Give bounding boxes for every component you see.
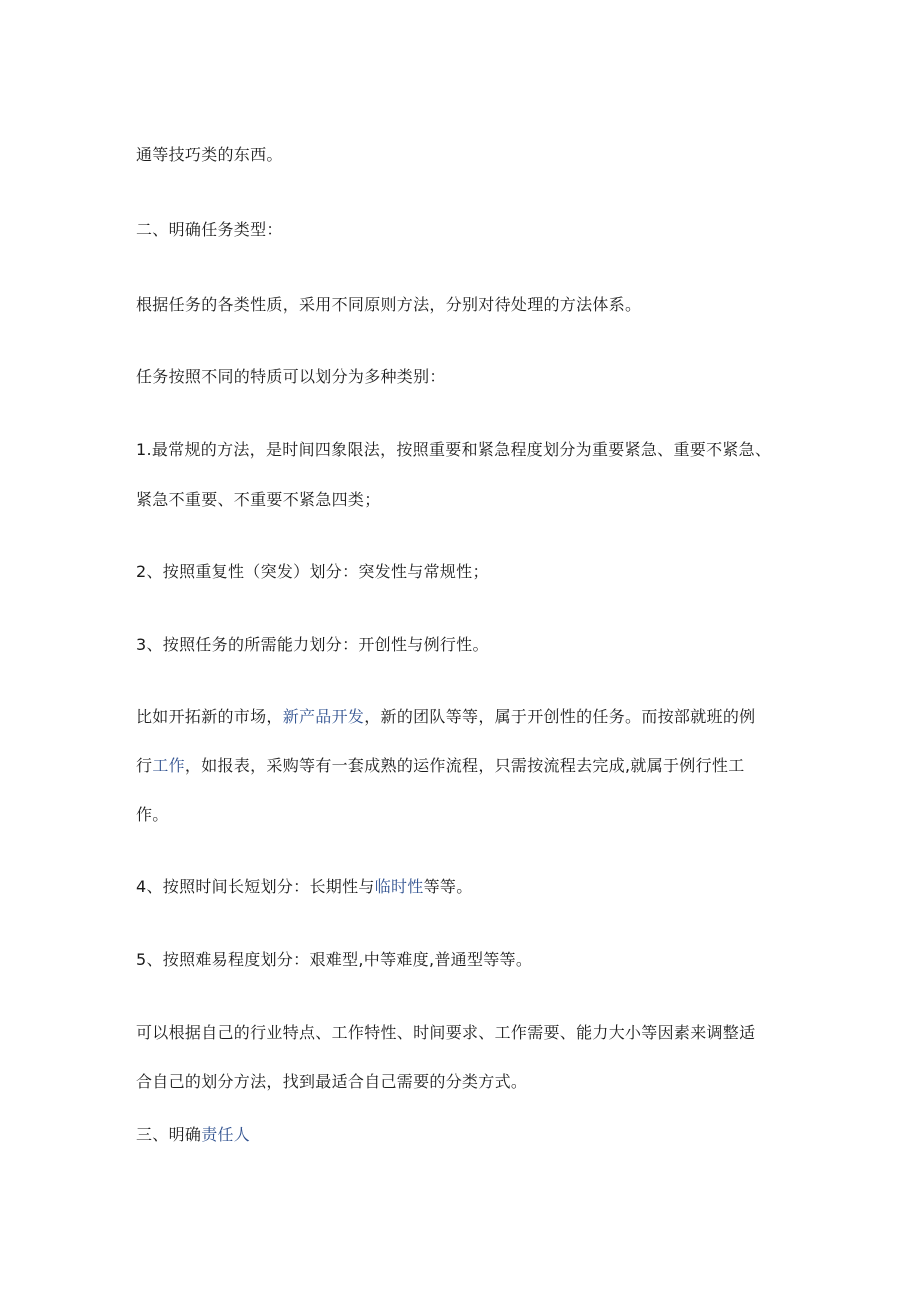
item4-text: 等等。 bbox=[423, 877, 473, 896]
example-paragraph-line-2 bbox=[136, 756, 745, 776]
list-item-1-line-1: 1.最常规的方法，是时间四象限法，按照重要和紧急程度划分为重要紧急、重要不紧急、 bbox=[136, 440, 772, 459]
section-heading-3 bbox=[136, 1125, 250, 1145]
list-item-4 bbox=[136, 877, 473, 897]
section-heading-2: 二、明确任务类型： bbox=[136, 220, 283, 239]
link-work[interactable]: 工作 bbox=[152, 756, 185, 775]
summary-paragraph-line-2: 合自己的划分方法，找到最适合自己需要的分类方式。 bbox=[136, 1072, 528, 1091]
summary-paragraph-line-1: 可以根据自己的行业特点、工作特性、时间要求、工作需要、能力大小等因素来调整适 bbox=[136, 1023, 756, 1042]
paragraph-continuation: 通等技巧类的东西。 bbox=[136, 145, 283, 164]
list-item-5: 5、按照难易程度划分：艰难型,中等难度,普通型等等。 bbox=[136, 950, 533, 969]
example-paragraph-line-1 bbox=[136, 707, 755, 727]
list-item-2: 2、按照重复性（突发）划分：突发性与常规性； bbox=[136, 562, 489, 581]
list-item-1-line-2: 紧急不重要、不重要不紧急四类； bbox=[136, 490, 381, 509]
link-temporary[interactable]: 临时性 bbox=[374, 877, 424, 896]
link-responsible-person[interactable]: 责任人 bbox=[201, 1125, 251, 1144]
heading3-text: 三、明确 bbox=[136, 1125, 202, 1144]
example-text: 行 bbox=[136, 756, 153, 775]
example-text: ，如报表，采购等有一套成熟的运作流程，只需按流程去完成,就属于例行性工 bbox=[184, 756, 745, 775]
link-new-product-development[interactable]: 新产品开发 bbox=[282, 707, 365, 726]
example-text: ，新的团队等等，属于开创性的任务。而按部就班的例 bbox=[364, 707, 756, 726]
paragraph-task-categories: 任务按照不同的特质可以划分为多种类别： bbox=[136, 367, 446, 386]
example-paragraph-line-3: 作。 bbox=[136, 805, 169, 824]
example-text: 比如开拓新的市场， bbox=[136, 707, 283, 726]
paragraph-task-nature: 根据任务的各类性质，采用不同原则方法，分别对待处理的方法体系。 bbox=[136, 295, 642, 314]
list-item-3: 3、按照任务的所需能力划分：开创性与例行性。 bbox=[136, 635, 489, 654]
item4-text: 4、按照时间长短划分：长期性与 bbox=[136, 877, 375, 896]
